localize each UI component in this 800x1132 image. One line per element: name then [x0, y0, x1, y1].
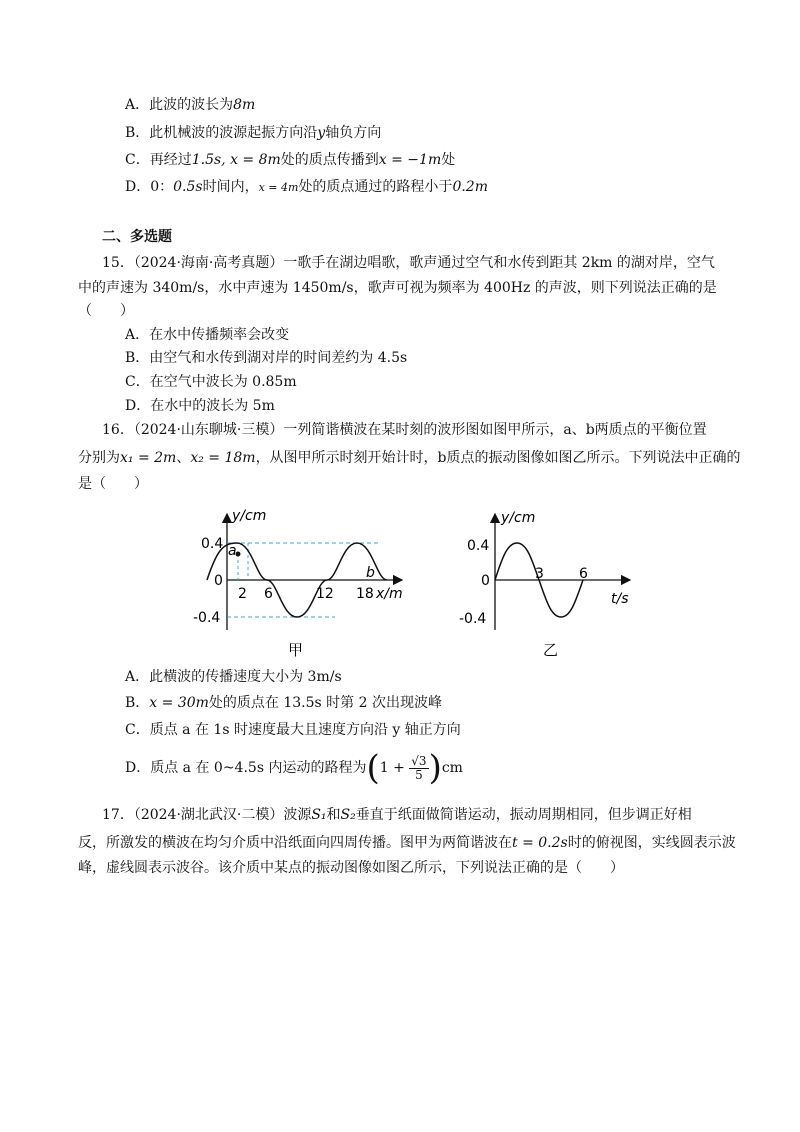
- q16-option-c: C．质点 a 在 1s 时速度最大且速度方向沿 y 轴正方向: [125, 722, 461, 738]
- q16-stem-line1: 16．（2024·山东聊城·三模）一列简谐横波在某时刻的波形图如图甲所示，a、b两质点的平衡位置: [102, 422, 707, 438]
- svg-text:12: 12: [316, 586, 334, 602]
- svg-text:6: 6: [579, 566, 588, 582]
- svg-text:-0.4: -0.4: [193, 610, 221, 626]
- svg-text:6: 6: [264, 586, 273, 602]
- q15-option-b: B．由空气和水传到湖对岸的时间差约为 4.5s: [125, 350, 408, 366]
- prev-option-a: A．此波的波长为8m: [125, 97, 256, 113]
- svg-text:0: 0: [481, 573, 490, 589]
- q15-stem-line3: （ ）: [78, 303, 134, 319]
- prev-option-b: B．此机械波的波源起振方向沿y轴负方向: [125, 125, 382, 141]
- q16-stem-line2: 分别为x₁ = 2m、x₂ = 18m，从图甲所示时刻开始计时，b质点的振动图像如图乙所示。下列说法中正确的: [78, 450, 741, 466]
- fig2-ylabel: y/cm: [501, 510, 536, 526]
- q16-stem-line3: 是（ ）: [78, 476, 148, 492]
- fig1-caption: 甲: [288, 641, 304, 659]
- point-b-label: b: [366, 565, 375, 581]
- q17-stem-line1: 17．（2024·湖北武汉·二模）波源S₁和S₂垂直于纸面做简谐运动，振动周期相同，但步调正好相: [102, 807, 692, 823]
- fig1-ylabel: y/cm: [232, 508, 267, 524]
- q16-option-a: A．此横波的传播速度大小为 3m/s: [125, 669, 342, 685]
- svg-text:2: 2: [238, 586, 247, 602]
- fig2-caption: 乙: [543, 641, 559, 659]
- section-title: 二、多选题: [102, 229, 172, 245]
- prev-option-d: D．0：0.5s时间内，x = 4m处的质点通过的路程小于0.2m: [125, 179, 488, 195]
- fig2-xlabel: t/s: [611, 591, 629, 607]
- prev-option-c: C．再经过1.5s, x = 8m处的质点传播到x = −1m处: [125, 152, 456, 168]
- q17-stem-line3: 峰，虚线圆表示波谷。该介质中某点的振动图像如图乙所示，下列说法正确的是（ ）: [78, 860, 624, 876]
- q15-option-d: D．在水中的波长为 5m: [125, 398, 275, 414]
- svg-text:-0.4: -0.4: [459, 611, 487, 627]
- svg-text:0.4: 0.4: [201, 536, 224, 552]
- q15-option-c: C．在空气中波长为 0.85m: [125, 374, 297, 390]
- svg-text:0.4: 0.4: [467, 538, 490, 554]
- point-a-label: a: [228, 543, 237, 559]
- fig1-xlabel: x/m: [376, 586, 403, 602]
- q15-stem-line1: 15．（2024·海南·高考真题）一歌手在湖边唱歌，歌声通过空气和水传到距其 2km 的湖对岸，空气: [102, 255, 715, 271]
- q17-stem-line2: 反，所激发的横波在均匀介质中沿纸面向四周传播。图甲为两简谐波在t = 0.2s时的俯视图，实线圆表示波: [78, 835, 736, 851]
- q16-option-d: D．质点 a 在 0~4.5s 内运动的路程为(1 + $\frac{√3}{5}$ )cm: [125, 748, 463, 788]
- q15-stem-line2: 中的声速为 340m/s，水中声速为 1450m/s，歌声可视为频率为 400Hz 的声波，则下列说法正确的是: [78, 280, 717, 296]
- figure-wave-graph: [190, 500, 420, 660]
- svg-text:3: 3: [535, 566, 544, 582]
- figure-vibration-graph: [455, 500, 645, 660]
- q16-option-b: B．x = 30m处的质点在 13.5s 时第 2 次出现波峰: [125, 695, 442, 711]
- q15-option-a: A．在水中传播频率会改变: [125, 327, 290, 343]
- svg-text:0: 0: [214, 573, 223, 589]
- svg-text:18: 18: [356, 586, 374, 602]
